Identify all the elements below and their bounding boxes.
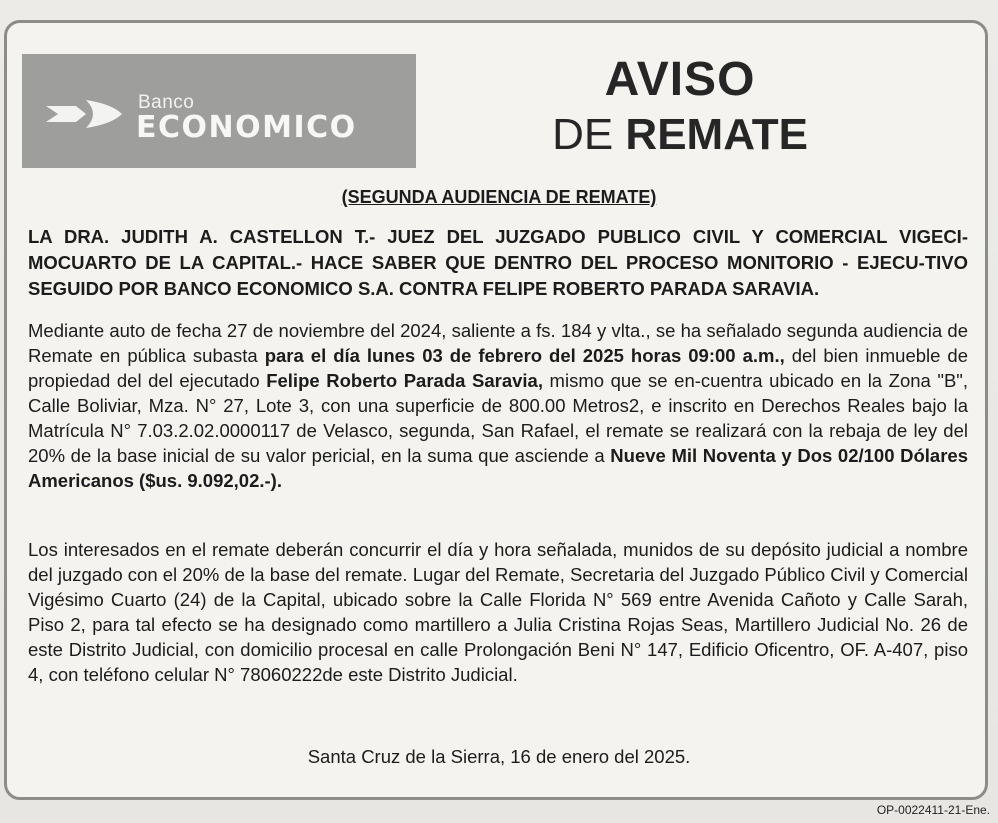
title-de: DE [552,110,614,159]
title-remate: REMATE [625,110,808,159]
paragraph-auction-requirements: Los interesados en el remate deberán concurrir el día y hora señalada, munidos de su depósito judicial a nombre del juzgado con el 20% de la base del remate. Lugar del Remate, Secretaria del Juzgado Público Civil y Comercial Vigésimo Cuarto (24) de la Capital, ubicado sobre la Calle Florida N° 569 entre Avenida Cañoto y Calle Sarah, Piso 2, para tal efecto se ha designado como martillero a Julia Cristina Rojas Seas, Martillero Judicial No. 26 de este Distrito Judicial, con domicilio procesal en calle Prolongación Beni N° 147, Edificio Oficentro, OF. A-407, piso 4, con teléfono celular N° 78060222de este Distrito Judicial. [28,539,968,685]
bank-logo-icon [42,94,126,134]
notice-heading: LA DRA. JUDITH A. CASTELLON T.- JUEZ DEL JUZGADO PUBLICO CIVIL Y COMERCIAL VIGECI-MOCUARTO DE LA CAPITAL.- HACE SABER QUE DENTRO DEL PROCESO MONITORIO - EJECU-TIVO SEGUIDO POR BANCO ECONOMICO S.A. CONTRA FELIPE ROBERTO PARADA SARAVIA. [28,226,968,299]
paragraph-auction-details [28,318,968,493]
publication-reference: OP-0022411-21-Ene. [876,803,990,817]
p1-text-2: del bien inmueble de propiedad del del ejecutado [28,345,968,391]
title-aviso: AVISO [604,53,756,106]
bank-logo [22,54,416,168]
p1-auction-date: para el día lunes 03 de febrero del 2025 horas 09:00 a.m., [264,345,785,366]
p1-text-3: mismo que se en-cuentra ubicado en la Zona "B", Calle Boliviar, Mza. N° 27, Lote 3, con una superficie de 800.00 Metros2, e inscrito en Derechos Reales bajo la Matrícula N° 7.03.2.02.0000117 de Velasco, segunda, San Rafael, el remate se realizará con la rebaja de ley del 20% de la base inicial de su valor pericial, en la suma que asciende a [28,370,969,466]
title-de-remate [540,110,820,160]
bank-logo-line2: ECONOMICO [136,110,357,145]
p1-amount: Nueve Mil Noventa y Dos 02/100 Dólares Americanos ($us. 9.092,02.-). [28,445,968,491]
subtitle: (SEGUNDA AUDIENCIA DE REMATE) [341,187,657,207]
bank-logo-line1: Banco [138,92,195,113]
p1-defendant-name: Felipe Roberto Parada Saravia, [266,370,543,391]
p1-text-1: Mediante auto de fecha 27 de noviembre del 2024, saliente a fs. 184 y vlta., se ha señalado segunda audiencia de Remate en pública subasta [28,320,968,366]
place-and-date: Santa Cruz de la Sierra, 16 de enero del 2025. [307,746,691,767]
